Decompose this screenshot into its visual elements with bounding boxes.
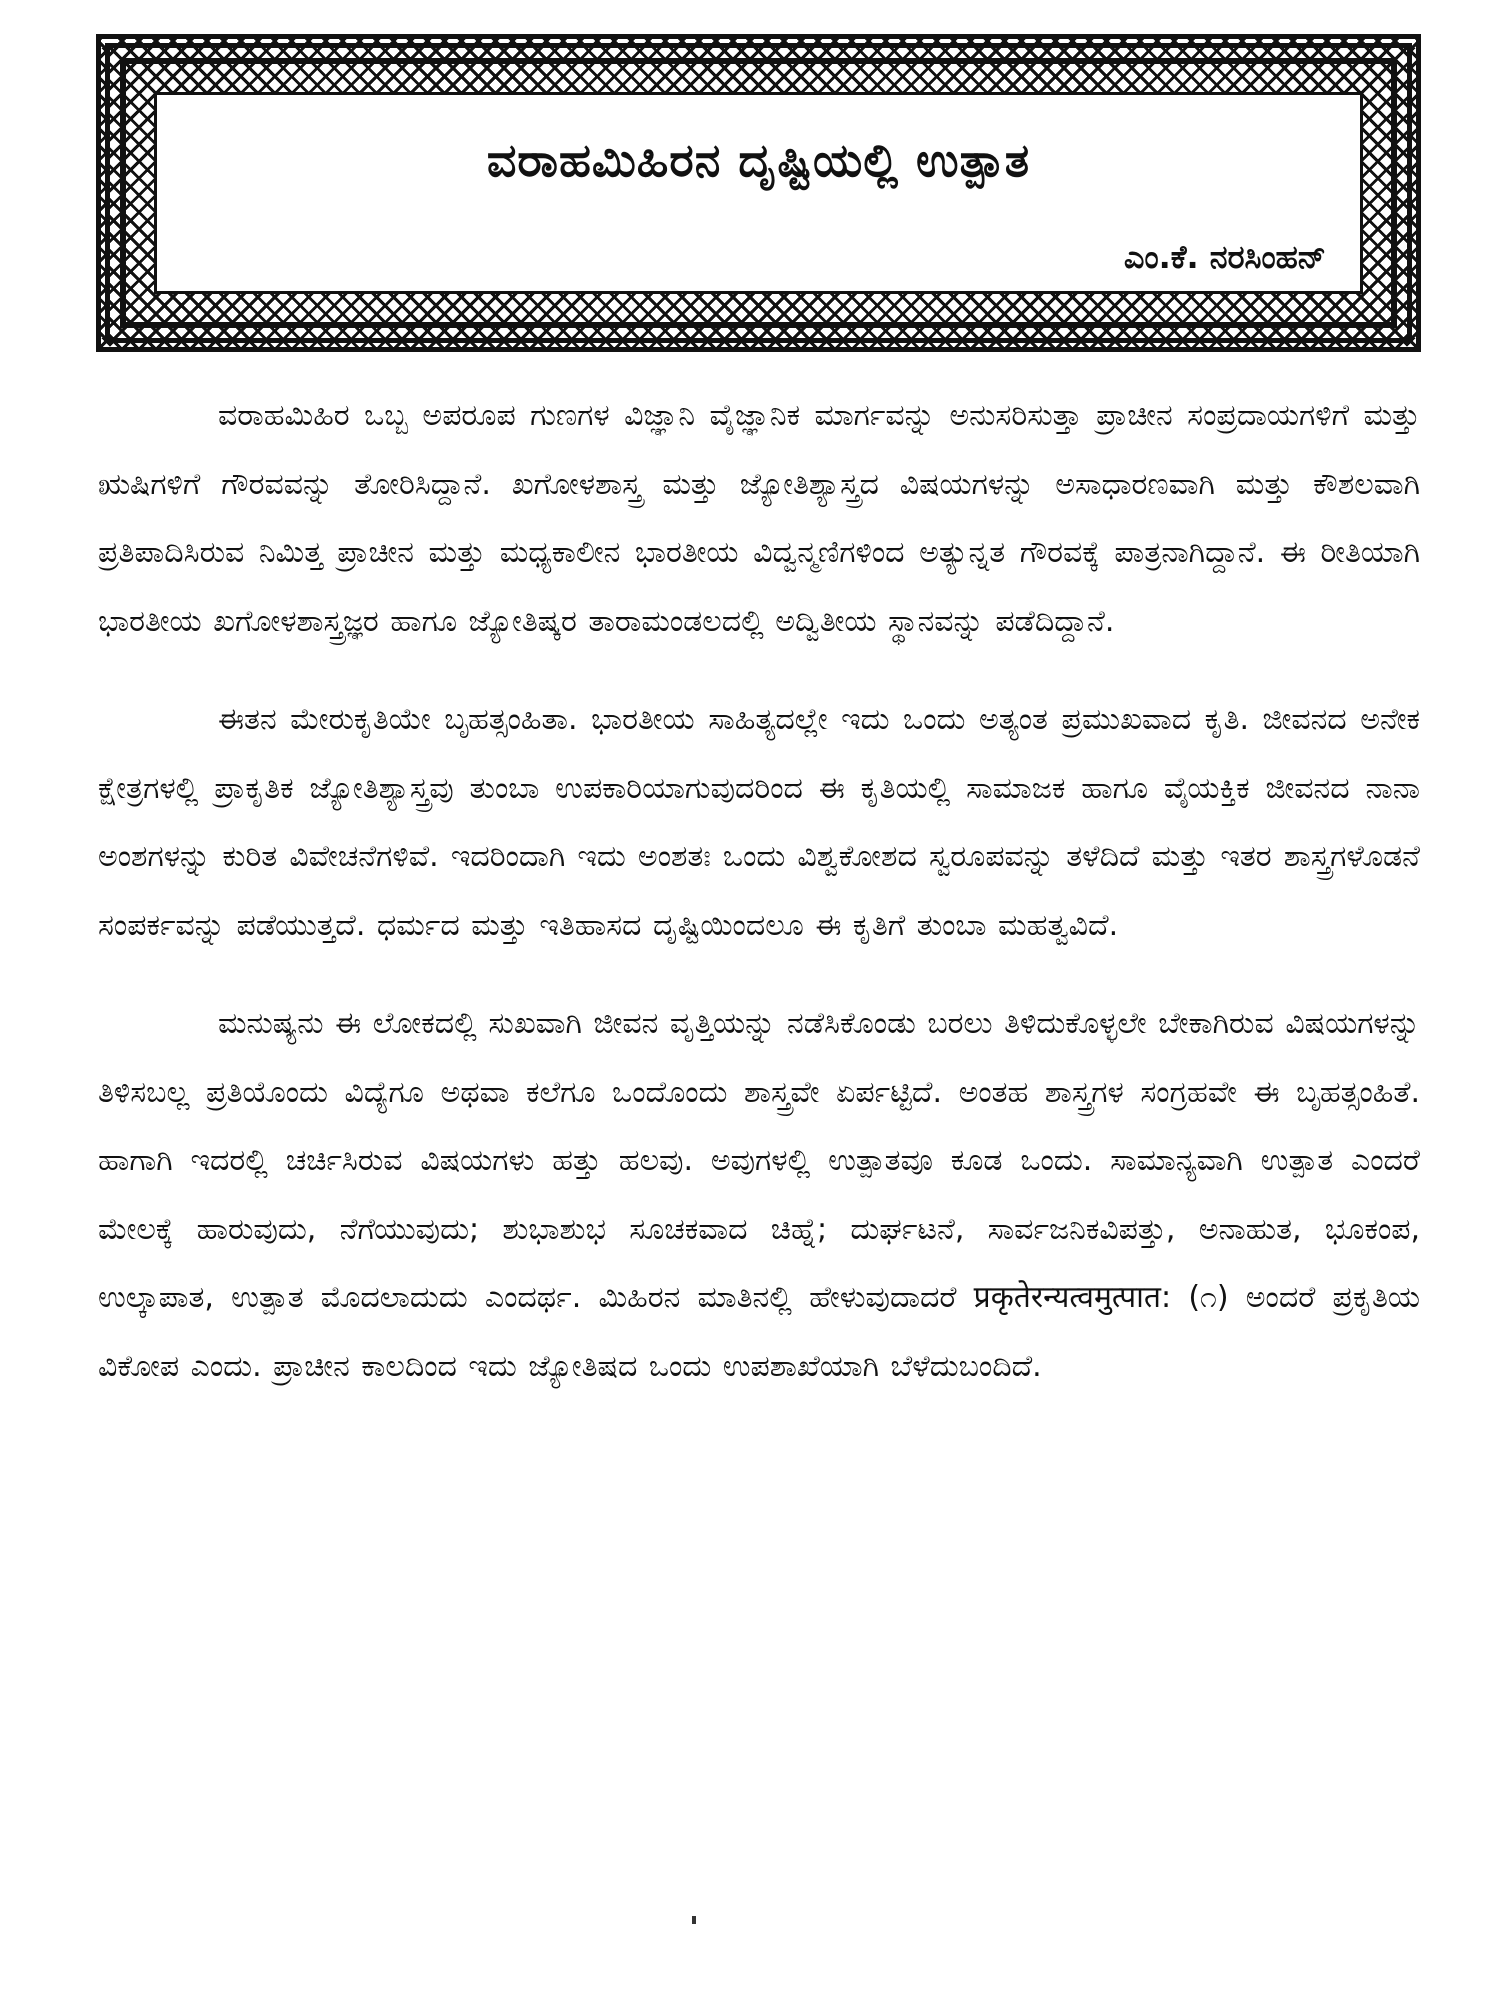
paragraph-3: ಮನುಷ್ಯನು ಈ ಲೋಕದಲ್ಲಿ ಸುಖವಾಗಿ ಜೀವನ ವೃತ್ತಿಯನ್ನು ನಡೆಸಿಕೊಂಡು ಬರಲು ತಿಳಿದುಕೊಳ್ಳಲೇ ಬೇಕಾಗಿರುವ ವಿಷಯಗಳನ್ನು ತಿಳಿಸಬಲ್ಲ ಪ್ರತಿಯೊಂದು ವಿದ್ಯೆಗೂ ಅಥವಾ ಕಲೆಗೂ ಒಂದೊಂದು ಶಾಸ್ತ್ರವೇ ಏರ್ಪಟ್ಟಿದೆ. ಅಂತಹ ಶಾಸ್ತ್ರಗಳ ಸಂಗ್ರಹವೇ ಈ ಬೃಹತ್ಸಂಹಿತೆ. ಹಾಗಾಗಿ ಇದರಲ್ಲಿ ಚರ್ಚಿಸಿರುವ ವಿಷಯಗಳು ಹತ್ತು ಹಲವು. ಅವುಗಳಲ್ಲಿ ಉತ್ಪಾತವೂ ಕೂಡ ಒಂದು. ಸಾಮಾನ್ಯವಾಗಿ ಉತ್ಪಾತ ಎಂದರೆ ಮೇಲಕ್ಕೆ ಹಾರುವುದು, ನೆಗೆಯುವುದು; ಶುಭಾಶುಭ ಸೂಚಕವಾದ ಚಿಹ್ನೆ; ದುರ್ಘಟನೆ, ಸಾರ್ವಜನಿಕವಿಪತ್ತು, ಅನಾಹುತ, ಭೂಕಂಪ, ಉಲ್ಕಾಪಾತ, ಉತ್ಪಾತ ಮೊದಲಾದುದು ಎಂದರ್ಥ. ಮಿಹಿರನ ಮಾತಿನಲ್ಲಿ ಹೇಳುವುದಾದರೆ प्रकृतेरन्यत्वमुत्पात: (೧) ಅಂದರೆ ಪ್ರಕೃತಿಯ ವಿಕೋಪ ಎಂದು. ಪ್ರಾಚೀನ ಕಾಲದಿಂದ ಇದು ಜ್ಯೋತಿಷದ ಒಂದು ಉಪಶಾಖೆಯಾಗಿ ಬೆಳೆದುಬಂದಿದೆ. [98,1006,1420,1384]
scan-speck [692,1916,696,1924]
article-title: ವರಾಹಮಿಹಿರನ ದೃಷ್ಟಿಯಲ್ಲಿ ಉತ್ಪಾತ [486,133,1031,187]
author-name: ಎಂ.ಕೆ. ನರಸಿಂಹನ್ [1123,238,1326,276]
title-box [154,92,1363,294]
article-body [98,382,1420,1431]
paragraph-2: ಈತನ ಮೇರುಕೃತಿಯೇ ಬೃಹತ್ಸಂಹಿತಾ. ಭಾರತೀಯ ಸಾಹಿತ್ಯದಲ್ಲೇ ಇದು ಒಂದು ಅತ್ಯಂತ ಪ್ರಮುಖವಾದ ಕೃತಿ. ಜೀವನದ ಅನೇಕ ಕ್ಷೇತ್ರಗಳಲ್ಲಿ ಪ್ರಾಕೃತಿಕ ಜ್ಯೋತಿಶ್ಯಾಸ್ತ್ರವು ತುಂಬಾ ಉಪಕಾರಿಯಾಗುವುದರಿಂದ ಈ ಕೃತಿಯಲ್ಲಿ ಸಾಮಾಜಕ ಹಾಗೂ ವೈಯಕ್ತಿಕ ಜೀವನದ ನಾನಾ ಅಂಶಗಳನ್ನು ಕುರಿತ ವಿವೇಚನೆಗಳಿವೆ. ಇದರಿಂದಾಗಿ ಇದು ಅಂಶತಃ ಒಂದು ವಿಶ್ವಕೋಶದ ಸ್ವರೂಪವನ್ನು ತಳೆದಿದೆ ಮತ್ತು ಇತರ ಶಾಸ್ತ್ರಗಳೊಡನೆ ಸಂಪರ್ಕವನ್ನು ಪಡೆಯುತ್ತದೆ. ಧರ್ಮದ ಮತ್ತು ಇತಿಹಾಸದ ದೃಷ್ಟಿಯಿಂದಲೂ ಈ ಕೃತಿಗೆ ತುಂಬಾ ಮಹತ್ವವಿದೆ. [98,702,1420,943]
paragraph-1: ವರಾಹಮಿಹಿರ ಒಬ್ಬ ಅಪರೂಪ ಗುಣಗಳ ವಿಜ್ಞಾನಿ ವೈಜ್ಞಾನಿಕ ಮಾರ್ಗವನ್ನು ಅನುಸರಿಸುತ್ತಾ ಪ್ರಾಚೀನ ಸಂಪ್ರದಾಯಗಳಿಗೆ ಮತ್ತು ಋಷಿಗಳಿಗೆ ಗೌರವವನ್ನು ತೋರಿಸಿದ್ದಾನೆ. ಖಗೋಳಶಾಸ್ತ್ರ ಮತ್ತು ಜ್ಯೋತಿಶ್ಯಾಸ್ತ್ರದ ವಿಷಯಗಳನ್ನು ಅಸಾಧಾರಣವಾಗಿ ಮತ್ತು ಕೌಶಲವಾಗಿ ಪ್ರತಿಪಾದಿಸಿರುವ ನಿಮಿತ್ತ ಪ್ರಾಚೀನ ಮತ್ತು ಮಧ್ಯಕಾಲೀನ ಭಾರತೀಯ ವಿದ್ವನ್ಮಣಿಗಳಿಂದ ಅತ್ಯುನ್ನತ ಗೌರವಕ್ಕೆ ಪಾತ್ರನಾಗಿದ್ದಾನೆ. ಈ ರೀತಿಯಾಗಿ ಭಾರತೀಯ ಖಗೋಳಶಾಸ್ತ್ರಜ್ಞರ ಹಾಗೂ ಜ್ಯೋತಿಷ್ಕರ ತಾರಾಮಂಡಲದಲ್ಲಿ ಅದ್ವಿತೀಯ ಸ್ಥಾನವನ್ನು ಪಡೆದಿದ್ದಾನೆ. [98,398,1420,639]
decorative-title-border [96,34,1421,352]
